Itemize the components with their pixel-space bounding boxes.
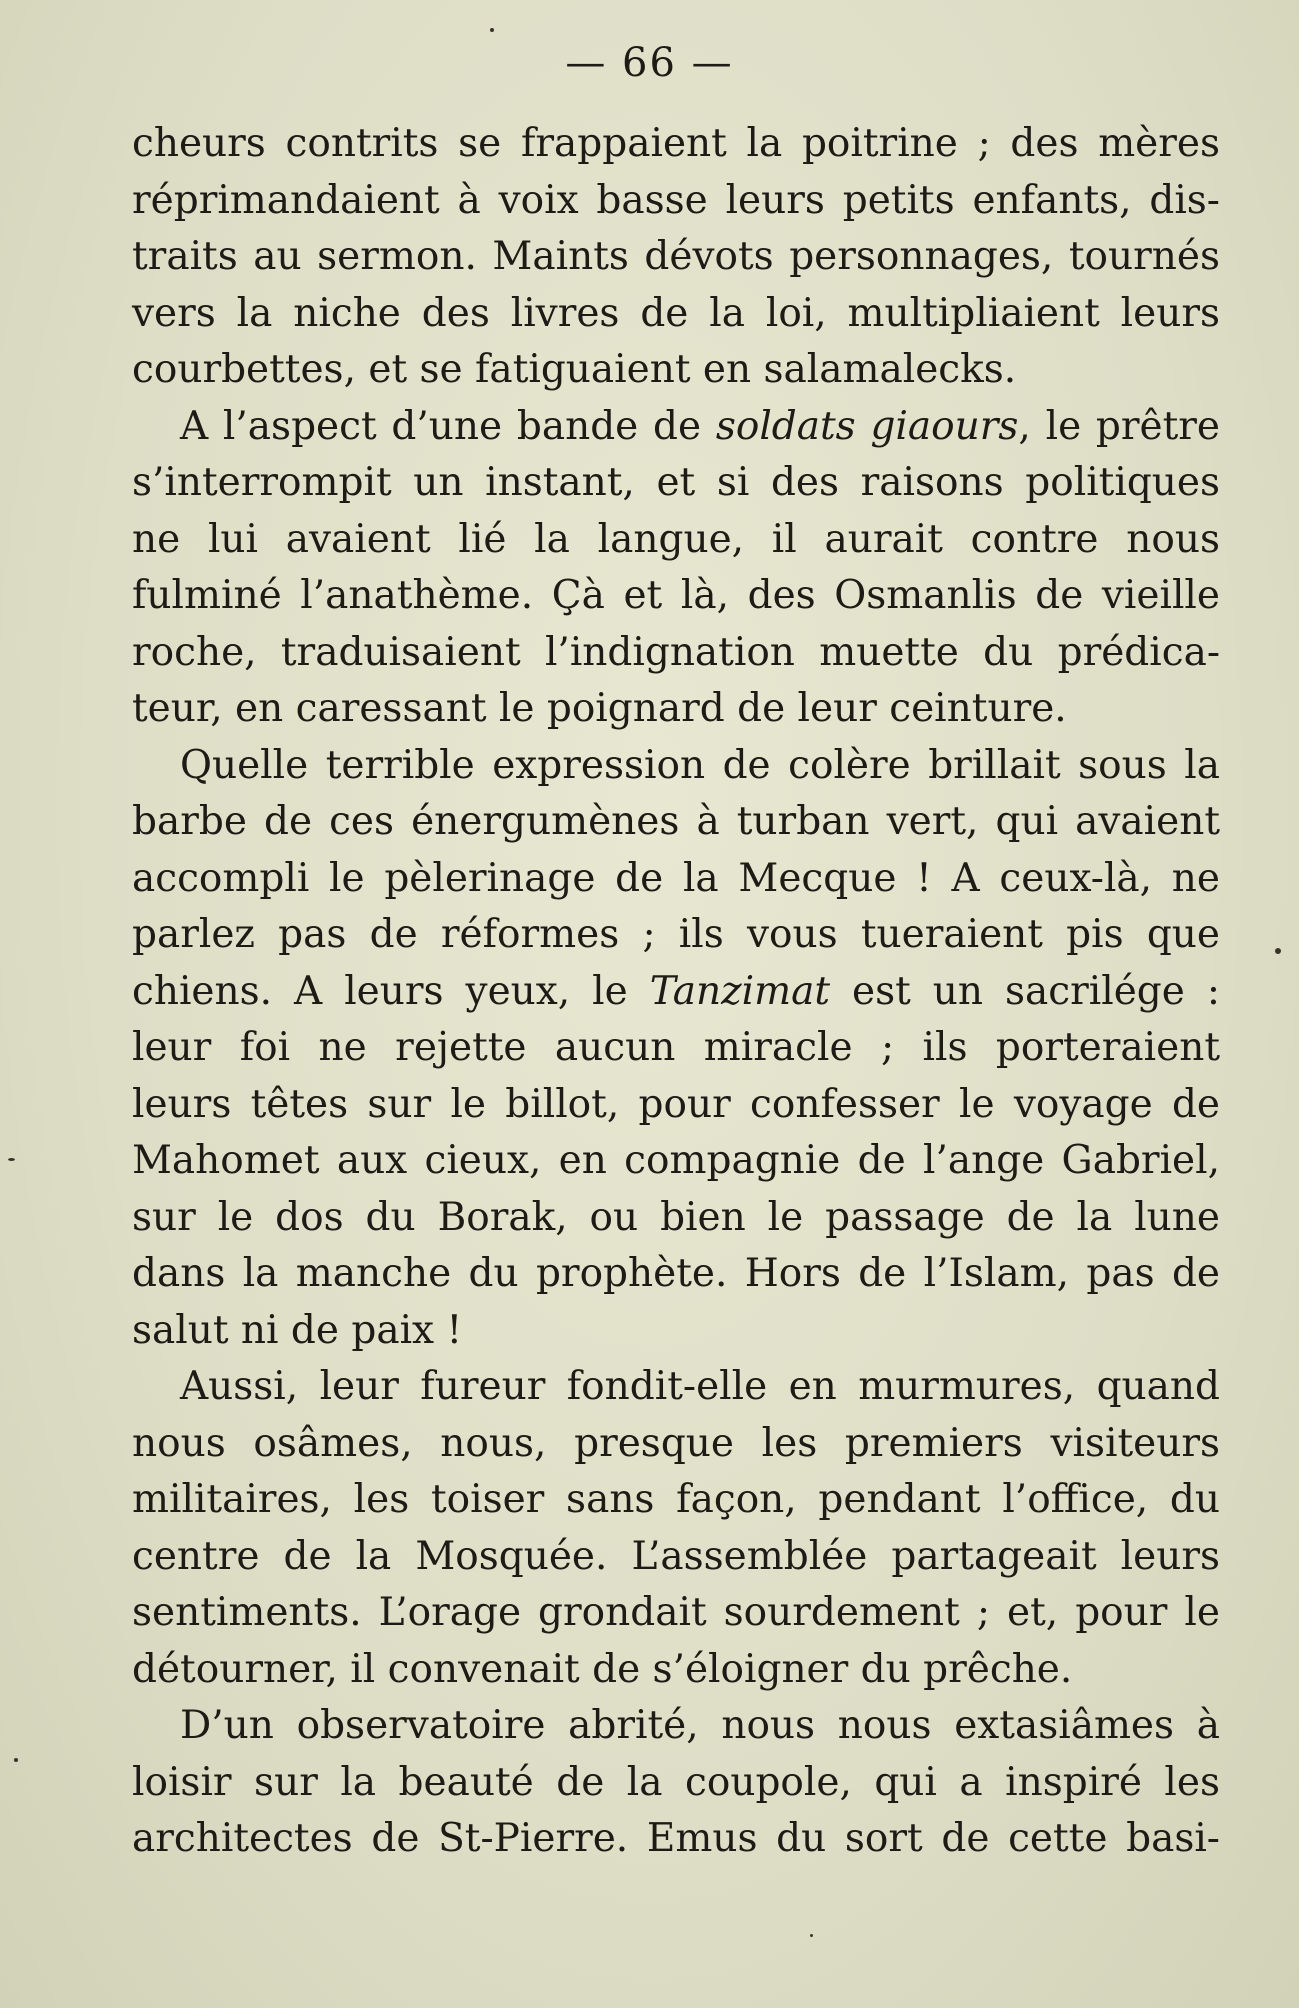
text-line [132, 1246, 1220, 1303]
text-segment: traits au sermon. Maints dévots personnages, tournés [132, 234, 1220, 279]
text-line [132, 738, 1220, 795]
paragraph [132, 1698, 1220, 1868]
text-line [132, 681, 1220, 738]
italic-text: Tanzimat [649, 968, 831, 1014]
text-line [132, 1303, 1220, 1360]
text-line [132, 286, 1220, 343]
text-segment: loisir sur la beauté de la coupole, qui a inspiré les [132, 1759, 1220, 1805]
text-segment: architectes de St-Pierre. Emus du sort de cette basi- [132, 1816, 1220, 1861]
text-segment: Aussi, leur fureur fondit-elle en murmures, quand [180, 1364, 1220, 1409]
text-line [132, 1077, 1220, 1134]
text-line [132, 1529, 1220, 1586]
text-line [132, 1359, 1220, 1416]
text-line [132, 794, 1220, 851]
text-segment: cheurs contrits se frappaient la poitrine ; des mères [132, 121, 1220, 166]
text-line [132, 1472, 1220, 1529]
paper-speck [14, 1758, 18, 1762]
text-line [132, 1755, 1220, 1812]
text-segment: courbettes, et se fatiguaient en salamalecks. [132, 347, 1017, 392]
text-segment: s’interrompit un instant, et si des raisons politiques [132, 460, 1220, 505]
text-line [132, 1698, 1220, 1755]
text-line [132, 851, 1220, 908]
text-segment: D’un observatoire abrité, nous nous extasiâmes à [180, 1703, 1220, 1748]
text-line [132, 1190, 1220, 1247]
text-line [132, 116, 1220, 173]
text-segment: est un sacrilége : [830, 968, 1220, 1014]
text-line [132, 1020, 1220, 1077]
text-segment: dans la manche du prophète. Hors de l’Islam, pas de [132, 1251, 1220, 1296]
paper-speck [1275, 948, 1281, 954]
text-segment: , le prêtre [1018, 403, 1220, 449]
text-line [132, 625, 1220, 682]
text-line [132, 1811, 1220, 1868]
text-segment: militaires, les toiser sans façon, pendant l’office, du [132, 1477, 1220, 1522]
text-segment: réprimandaient à voix basse leurs petits enfants, dis- [132, 177, 1220, 223]
text-line [132, 173, 1220, 230]
text-line [132, 568, 1220, 625]
paper-speck [810, 1934, 813, 1937]
text-segment: salut ni de paix ! [132, 1307, 463, 1353]
text-segment: détourner, il convenait de s’éloigner du prêche. [132, 1646, 1073, 1692]
text-segment: parlez pas de réformes ; ils vous tueraient pis que [132, 912, 1220, 957]
text-segment: leurs têtes sur le billot, pour confesser le voyage de [132, 1081, 1220, 1127]
paper-speck [490, 28, 494, 32]
text-segment: ne lui avaient lié la langue, il aurait contre nous [132, 516, 1220, 562]
text-segment: roche, traduisaient l’indignation muette du prédica- [132, 629, 1220, 675]
body-text [132, 116, 1220, 1868]
paragraph [132, 1359, 1220, 1698]
text-line [132, 1416, 1220, 1473]
paragraph [132, 116, 1220, 399]
text-segment: vers la niche des livres de la loi, multipliaient leurs [132, 290, 1220, 336]
text-segment: fulminé l’anathème. Çà et là, des Osmanlis de vieille [132, 573, 1220, 618]
text-line [132, 399, 1220, 456]
text-segment: teur, en caressant le poignard de leur ceinture. [132, 686, 1067, 731]
text-segment: leur foi ne rejette aucun miracle ; ils porteraient [132, 1025, 1220, 1070]
text-segment: sentiments. L’orage grondait sourdement ; et, pour le [132, 1590, 1220, 1635]
text-segment: A l’aspect d’une bande de [180, 403, 716, 449]
paragraph [132, 399, 1220, 738]
text-segment: nous osâmes, nous, presque les premiers visiteurs [132, 1420, 1220, 1466]
text-segment: Mahomet aux cieux, en compagnie de l’ange Gabriel, [132, 1138, 1220, 1183]
text-line [132, 907, 1220, 964]
text-segment: barbe de ces énergumènes à turban vert, qui avaient [132, 799, 1220, 844]
text-line [132, 455, 1220, 512]
text-line [132, 229, 1220, 286]
paper-speck [8, 1158, 15, 1161]
paragraph [132, 738, 1220, 1360]
text-line [132, 964, 1220, 1021]
text-line [132, 1585, 1220, 1642]
text-segment: chiens. A leurs yeux, le [132, 968, 650, 1014]
page-number: — 66 — [565, 40, 734, 86]
text-line [132, 1642, 1220, 1699]
text-segment: centre de la Mosquée. L’assemblée partageait leurs [132, 1533, 1220, 1579]
text-segment: sur le dos du Borak, ou bien le passage de la lune [132, 1194, 1220, 1240]
text-line [132, 512, 1220, 569]
text-segment: Quelle terrible expression de colère brillait sous la [180, 742, 1220, 788]
text-line [132, 342, 1220, 399]
text-segment: accompli le pèlerinage de la Mecque ! A ceux-là, ne [132, 855, 1220, 901]
italic-text: soldats giaours [715, 403, 1019, 449]
text-line [132, 1133, 1220, 1190]
